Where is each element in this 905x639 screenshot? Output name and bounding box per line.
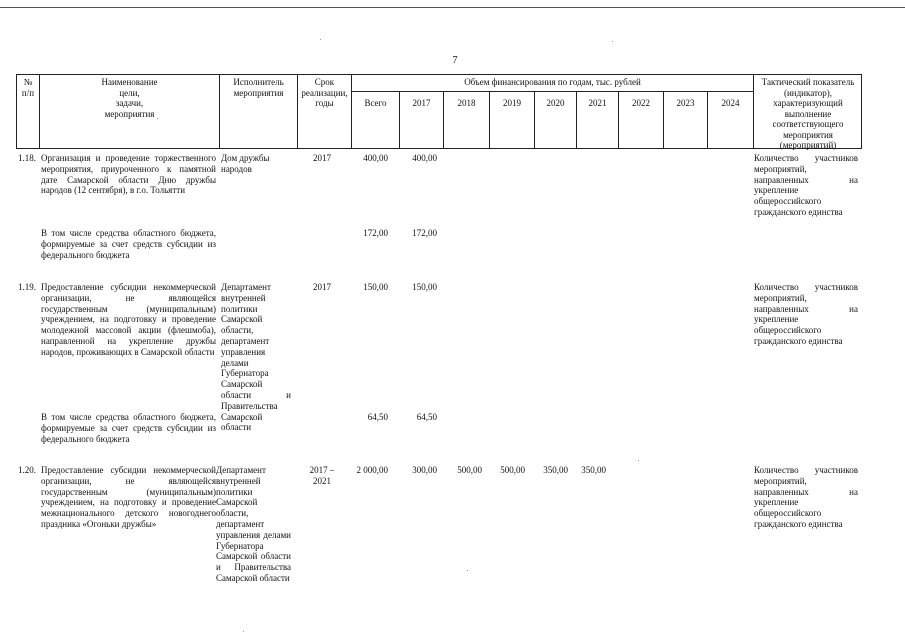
row-term: 2017 <box>313 153 331 163</box>
header-indicator: Тактический показатель (индикатор), характеризующий выполнение соответствующего мероприятия (мероприятий) <box>761 77 855 150</box>
col-divider <box>753 74 754 149</box>
page-top-rule <box>0 7 905 8</box>
row-subtotal-2017: 64,50 <box>416 412 437 422</box>
header-year-2020: 2020 <box>546 98 565 108</box>
scan-speck <box>243 631 244 632</box>
header-name: Наименование цели, задачи, мероприятия <box>101 77 158 119</box>
header-year-2021: 2021 <box>588 98 607 108</box>
scan-speck <box>467 570 468 571</box>
header-no: № п/п <box>21 77 35 98</box>
row-total: 150,00 <box>363 282 388 292</box>
row-subtotal-name: В том числе средства областного бюджета, формируемые за счет средств субсидии из федерального бюджета <box>41 412 216 444</box>
row-subtotal-name: В том числе средства областного бюджета, формируемые за счет средств субсидии из федерального бюджета <box>41 228 216 260</box>
header-year-2022: 2022 <box>632 98 650 108</box>
header-year-2019: 2019 <box>503 98 521 108</box>
row-indicator: Количество участников мероприятий, направленных на укрепление общероссийского гражданского единства <box>754 465 858 529</box>
header-year-2024: 2024 <box>721 98 740 108</box>
row-executor: Дом дружбы народов <box>221 153 270 174</box>
row-2021: 350,00 <box>581 465 606 475</box>
row-2017: 400,00 <box>412 153 437 163</box>
row-total: 400,00 <box>363 153 388 163</box>
row-subtotal-2017: 172,00 <box>412 228 437 238</box>
row-total: 2 000,00 <box>356 465 388 475</box>
row-term: 2017 – 2021 <box>309 465 335 486</box>
scan-speck <box>638 460 639 461</box>
row-subtotal-total: 64,50 <box>367 412 388 422</box>
row-indicator: Количество участников мероприятий, направленных на укрепление общероссийского гражданского единства <box>754 153 858 217</box>
row-2020: 350,00 <box>543 465 568 475</box>
row-2017: 150,00 <box>412 282 437 292</box>
row-term: 2017 <box>313 282 331 292</box>
header-total: Всего <box>364 98 387 108</box>
header-year-2017: 2017 <box>412 98 431 108</box>
scan-speck <box>320 39 321 40</box>
table-header <box>16 74 862 149</box>
row-name: Предоставление субсидии некоммерческой организации, не являющейся государственным (муниципальным) учреждением, на подготовку и проведение межнационального детского новогоднего праздника «Огоньки дружбы» <box>41 465 216 529</box>
row-number: 1.18. <box>18 153 36 163</box>
row-name: Предоставление субсидии некоммерческой организации, не являющейся государственным (муниципальным) учреждением, на подготовку и проведение молодежной массовой акции (флешмоба), направленной на укрепление дружбы народов, проживающих в Самарской области <box>41 282 216 357</box>
row-name: Организация и проведение торжественного мероприятия, приуроченного к памятной дате Самарской области Дню дружбы народов (12 сентября), в г.о. Тольятти <box>41 153 216 196</box>
scan-speck <box>612 41 613 42</box>
row-subtotal-total: 172,00 <box>363 228 388 238</box>
header-top-border <box>16 74 862 75</box>
row-indicator: Количество участников мероприятий, направленных на укрепление общероссийского гражданского единства <box>754 282 858 346</box>
row-executor: Департамент внутренней политики Самарской области, департамент управления делами Губернатора Самарской области и Правительства Самарской области <box>216 465 291 583</box>
header-year-2023: 2023 <box>676 98 695 108</box>
header-financing: Объем финансирования по годам, тыс. рублей <box>464 77 641 87</box>
header-year-2018: 2018 <box>457 98 476 108</box>
row-number: 1.19. <box>18 282 36 292</box>
col-divider <box>861 74 862 149</box>
financing-subheader-border <box>351 91 753 92</box>
row-2017: 300,00 <box>412 465 437 475</box>
row-2019: 500,00 <box>500 465 525 475</box>
page-number: 7 <box>452 55 458 66</box>
header-bottom-border <box>16 148 862 149</box>
row-2018: 500,00 <box>457 465 482 475</box>
scan-speck <box>157 118 158 119</box>
header-term: Срок реализации, годы <box>301 77 348 108</box>
row-executor: Департамент внутренней политики Самарской области, департамент управления делами Губернатора Самарской области и Правительства Самарской области <box>221 282 291 433</box>
row-number: 1.20. <box>18 465 36 475</box>
header-executor: Исполнитель мероприятия <box>233 77 284 98</box>
